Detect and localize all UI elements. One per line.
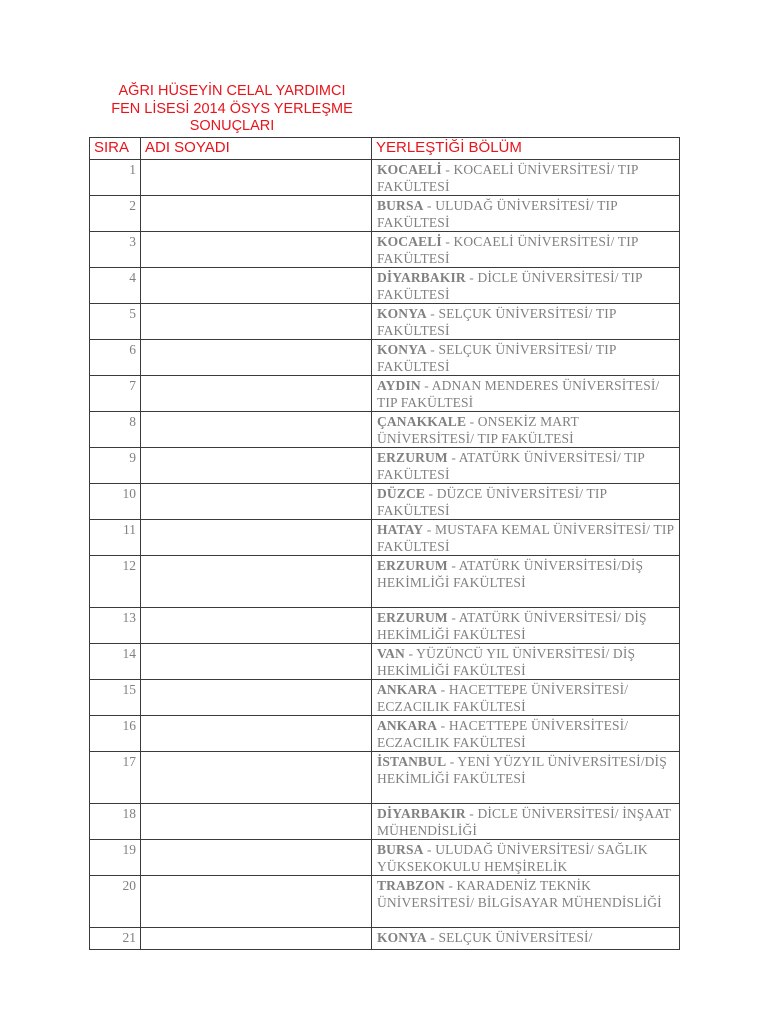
rank-cell: 13 xyxy=(90,608,141,644)
table-row xyxy=(90,716,680,752)
header-placement-label: YERLEŞTİĞİ BÖLÜM xyxy=(376,139,522,156)
name-cell xyxy=(141,520,372,556)
name-cell xyxy=(141,680,372,716)
rank-cell: 18 xyxy=(90,804,141,840)
placement-cell xyxy=(372,340,680,376)
placement-cell xyxy=(372,928,680,950)
results-table xyxy=(89,137,680,950)
placement-program: - KARADENİZ TEKNİK ÜNİVERSİTESİ/ BİLGİSAYAR MÜHENDİSLİĞİ xyxy=(377,878,662,910)
placement-program: - YÜZÜNCÜ YIL ÜNİVERSİTESİ/ DİŞ HEKİMLİĞİ FAKÜLTESİ xyxy=(377,646,636,678)
rank-cell: 4 xyxy=(90,268,141,304)
name-cell xyxy=(141,268,372,304)
placement-city: TRABZON xyxy=(377,878,445,893)
name-cell xyxy=(141,340,372,376)
table-row xyxy=(90,232,680,268)
table-row xyxy=(90,928,680,950)
table-row xyxy=(90,876,680,928)
placement-program: - YENİ YÜZYIL ÜNİVERSİTESİ/DİŞ HEKİMLİĞİ FAKÜLTESİ xyxy=(377,754,667,786)
table-row xyxy=(90,556,680,608)
placement-city: ERZURUM xyxy=(377,450,448,465)
placement-program: - SELÇUK ÜNİVERSİTESİ/ xyxy=(426,930,593,945)
placement-cell xyxy=(372,804,680,840)
placement-city: VAN xyxy=(377,646,405,661)
name-cell xyxy=(141,448,372,484)
table-row xyxy=(90,196,680,232)
placement-cell xyxy=(372,608,680,644)
table-row xyxy=(90,680,680,716)
placement-city: ANKARA xyxy=(377,718,438,733)
table-row xyxy=(90,840,680,876)
name-cell xyxy=(141,840,372,876)
placement-cell xyxy=(372,680,680,716)
placement-program: - HACETTEPE ÜNİVERSİTESİ/ ECZACILIK FAKÜLTESİ xyxy=(377,718,629,750)
placement-cell xyxy=(372,716,680,752)
rank-cell: 17 xyxy=(90,752,141,804)
placement-cell xyxy=(372,752,680,804)
rank-cell: 14 xyxy=(90,644,141,680)
document-title xyxy=(98,83,366,136)
placement-program: - KOCAELİ ÜNİVERSİTESİ/ TIP FAKÜLTESİ xyxy=(377,162,638,194)
name-cell xyxy=(141,196,372,232)
rank-cell: 3 xyxy=(90,232,141,268)
title-line-2: FEN LİSESİ 2014 ÖSYS YERLEŞME xyxy=(111,100,353,117)
rank-cell: 16 xyxy=(90,716,141,752)
placement-cell xyxy=(372,160,680,196)
placement-city: DÜZCE xyxy=(377,486,426,501)
name-cell xyxy=(141,644,372,680)
header-rank-label: SIRA xyxy=(94,139,130,156)
table-row xyxy=(90,804,680,840)
placement-cell xyxy=(372,484,680,520)
placement-program: - ONSEKİZ MART ÜNİVERSİTESİ/ TIP FAKÜLTESİ xyxy=(377,414,579,446)
placement-city: BURSA xyxy=(377,842,424,857)
table-header-row xyxy=(90,138,680,160)
header-name-label: ADI SOYADI xyxy=(145,139,230,156)
name-cell xyxy=(141,376,372,412)
placement-cell xyxy=(372,196,680,232)
table-row xyxy=(90,608,680,644)
placement-city: KOCAELİ xyxy=(377,162,442,177)
placement-program: - SELÇUK ÜNİVERSİTESİ/ TIP FAKÜLTESİ xyxy=(377,306,617,338)
table-row xyxy=(90,448,680,484)
placement-cell xyxy=(372,376,680,412)
table-row xyxy=(90,376,680,412)
rank-cell: 7 xyxy=(90,376,141,412)
name-cell xyxy=(141,304,372,340)
name-cell xyxy=(141,928,372,950)
header-rank xyxy=(90,138,141,160)
rank-cell: 11 xyxy=(90,520,141,556)
table-row xyxy=(90,160,680,196)
placement-city: İSTANBUL xyxy=(377,754,447,769)
placement-program: - ULUDAĞ ÜNİVERSİTESİ/ TIP FAKÜLTESİ xyxy=(377,198,618,230)
rank-cell: 20 xyxy=(90,876,141,928)
rank-cell: 19 xyxy=(90,840,141,876)
rank-cell: 1 xyxy=(90,160,141,196)
table-row xyxy=(90,340,680,376)
placement-city: HATAY xyxy=(377,522,424,537)
placement-city: KONYA xyxy=(377,342,427,357)
placement-cell xyxy=(372,304,680,340)
placement-city: BURSA xyxy=(377,198,424,213)
placement-city: ERZURUM xyxy=(377,610,448,625)
rank-cell: 2 xyxy=(90,196,141,232)
placement-city: ERZURUM xyxy=(377,558,448,573)
name-cell xyxy=(141,232,372,268)
placement-program: - ULUDAĞ ÜNİVERSİTESİ/ SAĞLIK YÜKSEKOKULU HEMŞİRELİK xyxy=(377,842,648,874)
table-row xyxy=(90,752,680,804)
rank-cell: 9 xyxy=(90,448,141,484)
rank-cell: 15 xyxy=(90,680,141,716)
rank-cell: 5 xyxy=(90,304,141,340)
placement-cell xyxy=(372,840,680,876)
placement-cell xyxy=(372,556,680,608)
placement-program: - KOCAELİ ÜNİVERSİTESİ/ TIP FAKÜLTESİ xyxy=(377,234,638,266)
placement-city: DİYARBAKIR xyxy=(377,806,466,821)
placement-program: - HACETTEPE ÜNİVERSİTESİ/ ECZACILIK FAKÜLTESİ xyxy=(377,682,629,714)
table-row xyxy=(90,644,680,680)
placement-program: - DİCLE ÜNİVERSİTESİ/ TIP FAKÜLTESİ xyxy=(377,270,643,302)
header-placement xyxy=(372,138,680,160)
name-cell xyxy=(141,876,372,928)
placement-program: - ATATÜRK ÜNİVERSİTESİ/ DİŞ HEKİMLİĞİ FAKÜLTESİ xyxy=(377,610,647,642)
name-cell xyxy=(141,716,372,752)
title-line-3: SONUÇLARI xyxy=(189,118,275,134)
name-cell xyxy=(141,608,372,644)
rank-cell: 8 xyxy=(90,412,141,448)
table-row xyxy=(90,412,680,448)
placement-program: - ATATÜRK ÜNİVERSİTESİ/DİŞ HEKİMLİĞİ FAKÜLTESİ xyxy=(377,558,644,590)
title-line-1: AĞRI HÜSEYİN CELAL YARDIMCI xyxy=(118,83,346,99)
placement-program: - SELÇUK ÜNİVERSİTESİ/ TIP FAKÜLTESİ xyxy=(377,342,617,374)
placement-program: - DÜZCE ÜNİVERSİTESİ/ TIP FAKÜLTESİ xyxy=(377,486,607,518)
rank-cell: 10 xyxy=(90,484,141,520)
table-row xyxy=(90,484,680,520)
placement-program: - DİCLE ÜNİVERSİTESİ/ İNŞAAT MÜHENDİSLİĞİ xyxy=(377,806,671,838)
header-name xyxy=(141,138,372,160)
name-cell xyxy=(141,752,372,804)
placement-city: KONYA xyxy=(377,306,427,321)
placement-city: ANKARA xyxy=(377,682,438,697)
rank-cell: 6 xyxy=(90,340,141,376)
placement-city: DİYARBAKIR xyxy=(377,270,466,285)
placement-cell xyxy=(372,268,680,304)
placement-city: AYDIN xyxy=(377,378,421,393)
placement-cell xyxy=(372,412,680,448)
placement-cell xyxy=(372,232,680,268)
name-cell xyxy=(141,556,372,608)
placement-cell xyxy=(372,520,680,556)
placement-cell xyxy=(372,448,680,484)
placement-program: - ADNAN MENDERES ÜNİVERSİTESİ/ TIP FAKÜLTESİ xyxy=(377,378,660,410)
placement-city: KONYA xyxy=(377,930,427,945)
rank-cell: 12 xyxy=(90,556,141,608)
name-cell xyxy=(141,484,372,520)
rank-cell: 21 xyxy=(90,928,141,950)
name-cell xyxy=(141,160,372,196)
placement-city: ÇANAKKALE xyxy=(377,414,467,429)
table-row xyxy=(90,520,680,556)
table-row xyxy=(90,304,680,340)
placement-cell xyxy=(372,644,680,680)
table-row xyxy=(90,268,680,304)
name-cell xyxy=(141,412,372,448)
placement-cell xyxy=(372,876,680,928)
placement-program: - MUSTAFA KEMAL ÜNİVERSİTESİ/ TIP FAKÜLTESİ xyxy=(377,522,674,554)
placement-city: KOCAELİ xyxy=(377,234,442,249)
name-cell xyxy=(141,804,372,840)
placement-program: - ATATÜRK ÜNİVERSİTESİ/ TIP FAKÜLTESİ xyxy=(377,450,645,482)
